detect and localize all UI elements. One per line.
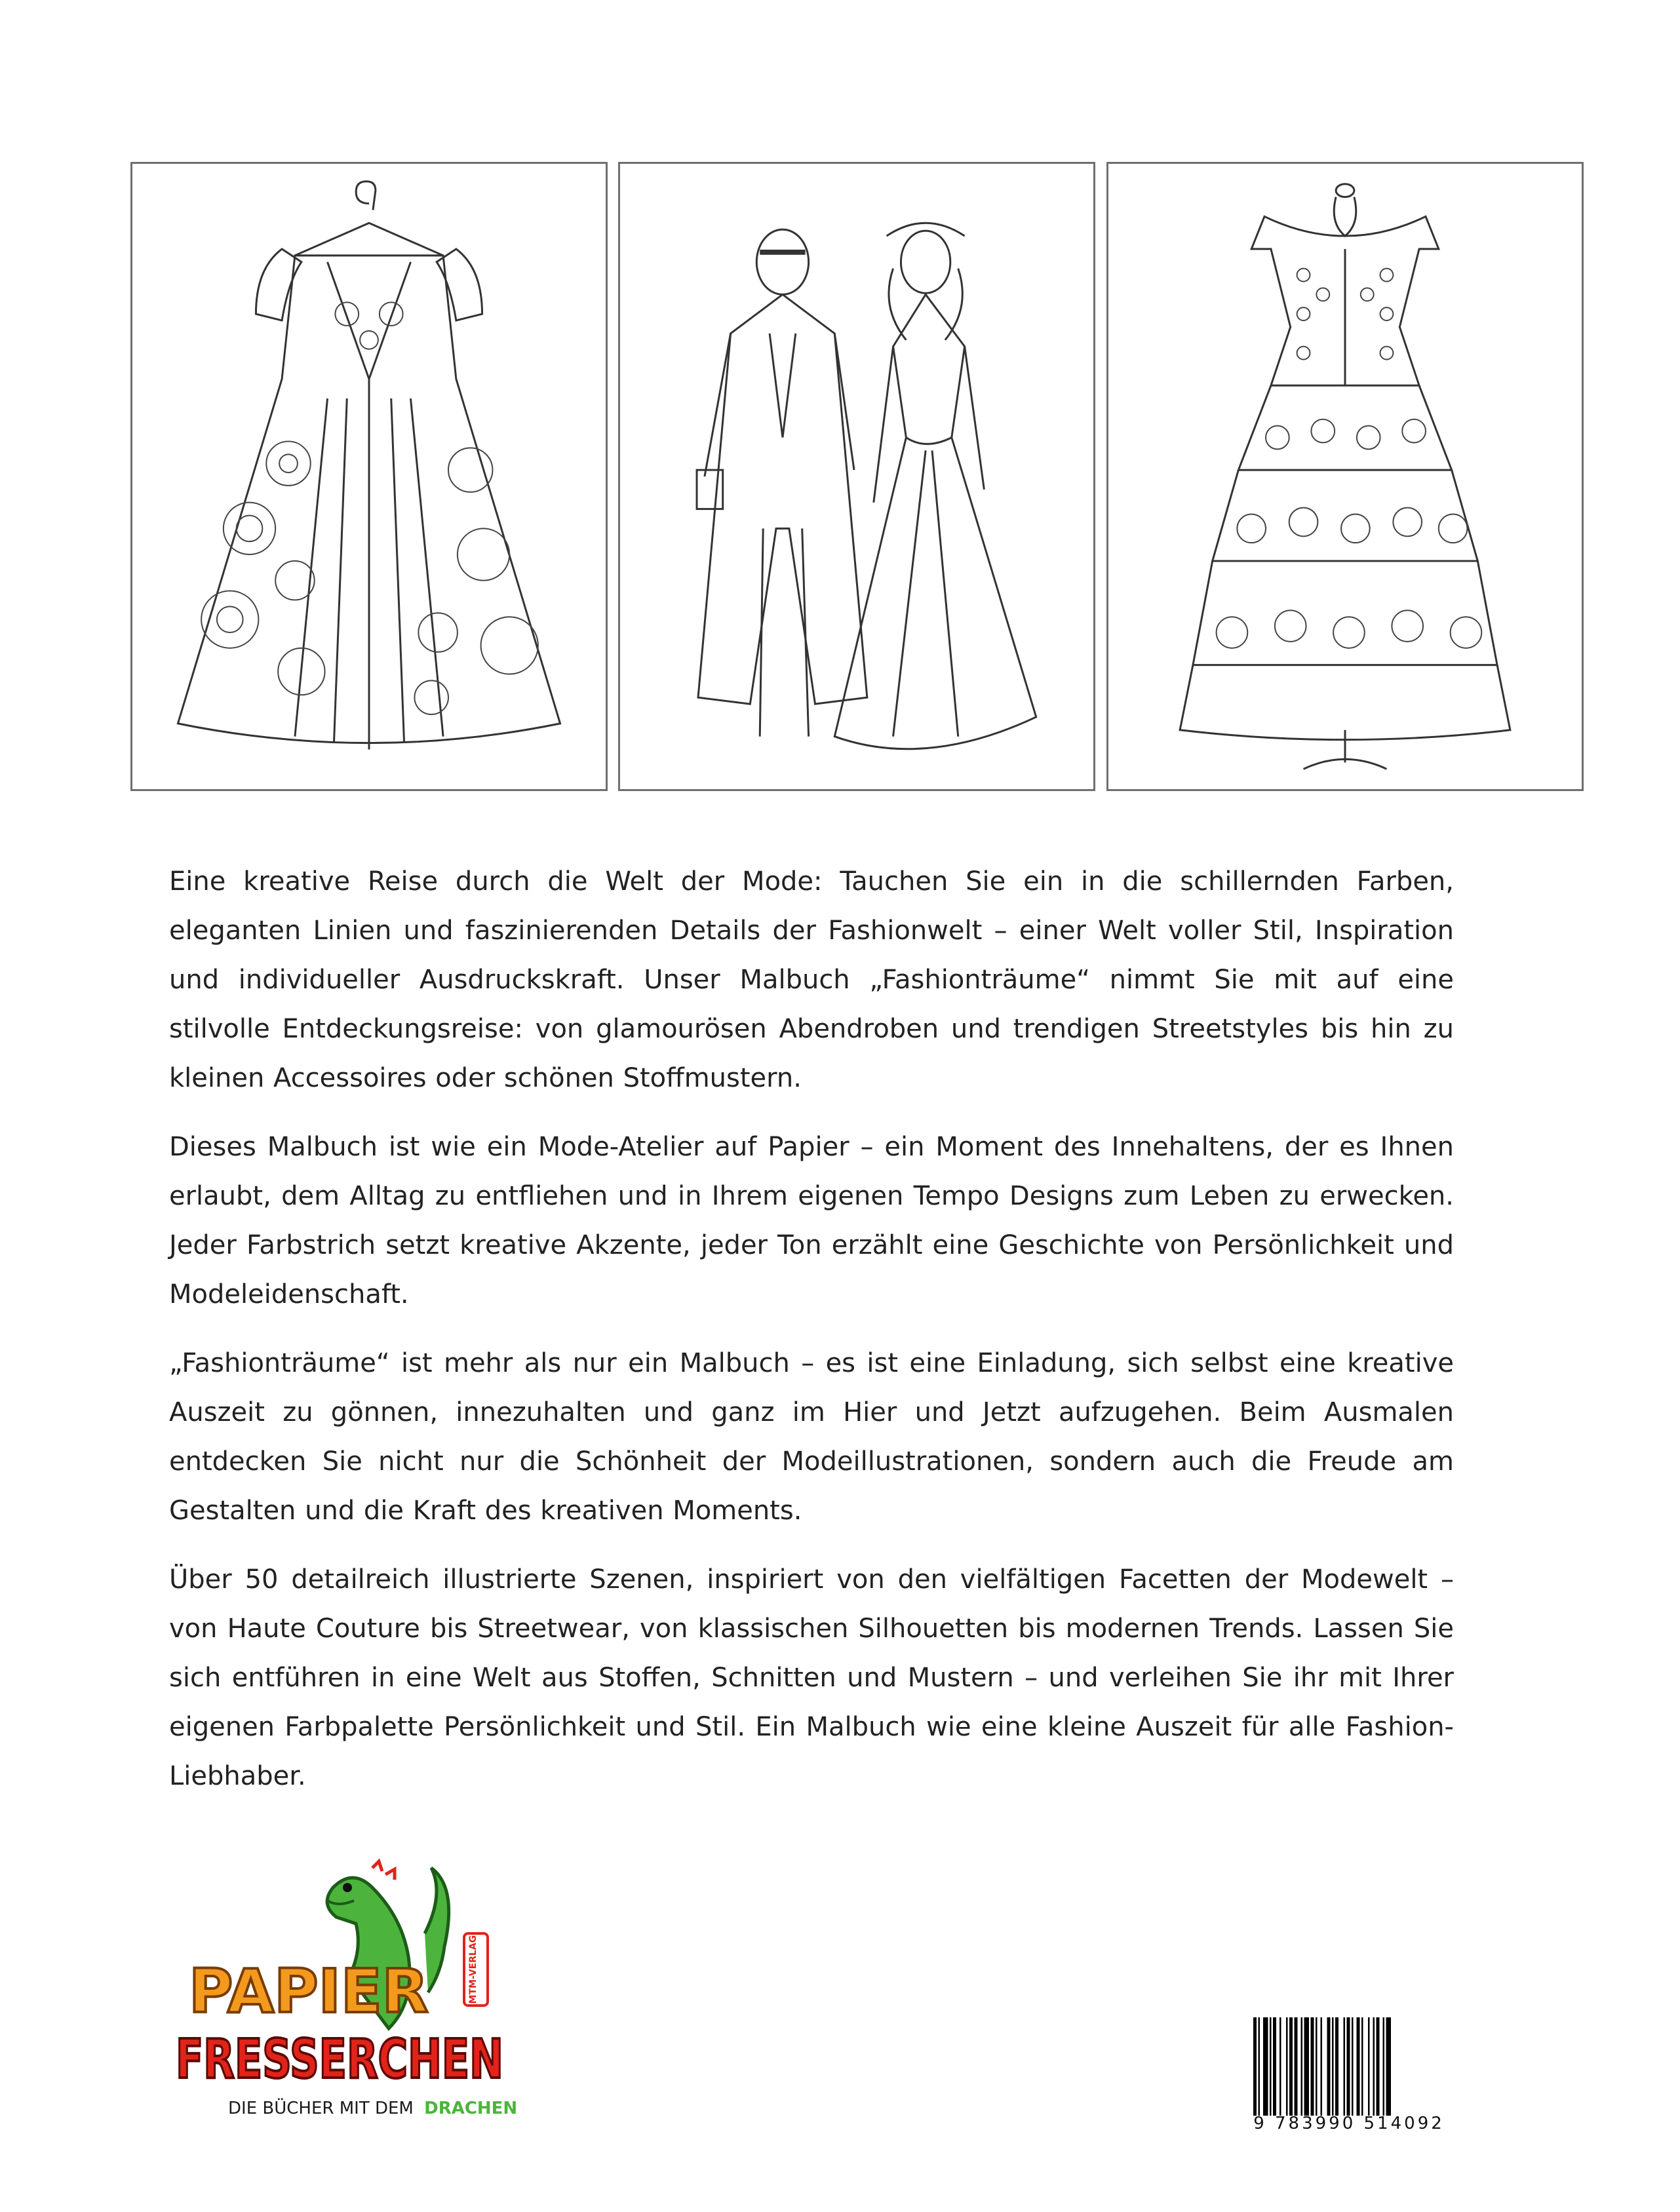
barcode-bar [1316, 2017, 1318, 2116]
barcode-bar [1253, 2017, 1257, 2116]
publisher-logo [176, 1861, 517, 2124]
logo-word-papier: PAPIER [189, 1956, 429, 2027]
isbn-number [1251, 2114, 1447, 2133]
barcode-bar [1273, 2017, 1276, 2116]
barcode-bar [1352, 2017, 1354, 2116]
description-text [169, 857, 1454, 1821]
barcode-bar [1304, 2017, 1310, 2116]
barcode-bar [1383, 2017, 1385, 2116]
barcode-bar [1301, 2017, 1303, 2116]
barcode-bar [1259, 2017, 1260, 2116]
barcode-bar [1335, 2017, 1338, 2116]
mannequin-dress-drawing [1108, 164, 1582, 789]
barcode-bar [1347, 2017, 1350, 2116]
paragraph-invitation: „Fashionträume“ ist mehr als nur ein Malbuch – es ist eine Einladung, sich selbst eine kreative Auszeit zu gönnen, innezuhalten und ganz im Hier und Jetzt aufzugehen. Beim Ausmalen entdecken Sie nicht nur die Schönheit der Modeillustrationen, sondern auch die Freude am Gestalten und die Kraft des kreativen Moments. [169, 1348, 1454, 1526]
barcode-bar [1321, 2017, 1323, 2116]
isbn-lead: 9 [1253, 2114, 1267, 2133]
barcode-bar [1270, 2017, 1272, 2116]
barcode-bar [1327, 2017, 1331, 2116]
illustration-hanger-dress [130, 162, 608, 791]
logo-tagline-highlight: DRACHEN [424, 2099, 518, 2118]
barcode-bar [1289, 2017, 1293, 2116]
logo-word-fresserchen: FRESSERCHEN [176, 2028, 503, 2091]
paragraph-scenes: Über 50 detailreich illustrierte Szenen, inspiriert von den vielfältigen Facetten der Modewelt – von Haute Couture bis Streetwear, von klassischen Silhouetten bis modernen Trends. Lassen Sie sich entführen in eine Welt aus Stoffen, Schnitten und Mustern – und verleihen Sie ihr mit Ihrer eigenen Farbpalette Persönlichkeit und Stil. Ein Malbuch wie eine kleine Auszeit für alle Fashion-Liebhaber. [169, 1564, 1454, 1791]
illustration-mannequin-dress [1106, 162, 1584, 791]
paragraph-intro: Eine kreative Reise durch die Welt der Mode: Tauchen Sie ein in die schillernden Farben, eleganten Linien und faszinierenden Details der Fashionwelt – einer Welt voller Stil, Inspiration und individueller Ausdruckskraft. Unser Malbuch „Fashionträume“ nimmt Sie mit auf eine stilvolle Entdeckungsreise: von glamourösen Abendroben und trendigen Streetstyles bis hin zu kleinen Accessoires oder schönen Stoffmustern. [169, 866, 1454, 1093]
illustration-fashion-couple [618, 162, 1095, 791]
isbn-group2: 514092 [1363, 2114, 1445, 2133]
barcode-bar [1368, 2017, 1370, 2116]
barcode-bar [1373, 2017, 1375, 2116]
barcode-bar [1286, 2017, 1288, 2116]
barcode-bar [1357, 2017, 1360, 2116]
isbn-group1: 783990 [1275, 2114, 1356, 2133]
barcode-bar [1386, 2017, 1392, 2116]
logo-tagline-prefix: DIE BÜCHER MIT DEM [228, 2099, 414, 2118]
barcode-bar [1280, 2017, 1281, 2116]
isbn-barcode [1251, 2017, 1447, 2122]
fashion-couple-drawing [620, 164, 1093, 789]
barcode-bar [1311, 2017, 1314, 2116]
barcode-bar [1295, 2017, 1298, 2116]
barcode-bar [1263, 2017, 1268, 2116]
badge-text: MTM-VERLAG [468, 1935, 479, 2004]
hanger-dress-drawing [132, 164, 606, 789]
barcode-bar [1332, 2017, 1334, 2116]
paragraph-atelier: Dieses Malbuch ist wie ein Mode-Atelier auf Papier – ein Moment des Innehaltens, der es Ihnen erlaubt, dem Alltag zu entfliehen und in Ihrem eigenen Tempo Designs zum Leben zu erwecken. Jeder Farbstrich setzt kreative Akzente, jeder Ton erzählt eine Geschichte von Persönlichkeit und Modeleidenschaft. [169, 1132, 1454, 1310]
logo-tagline [228, 2097, 517, 2118]
barcode-bar [1344, 2017, 1346, 2116]
barcode-bar [1377, 2017, 1380, 2116]
barcode-bar [1361, 2017, 1363, 2116]
